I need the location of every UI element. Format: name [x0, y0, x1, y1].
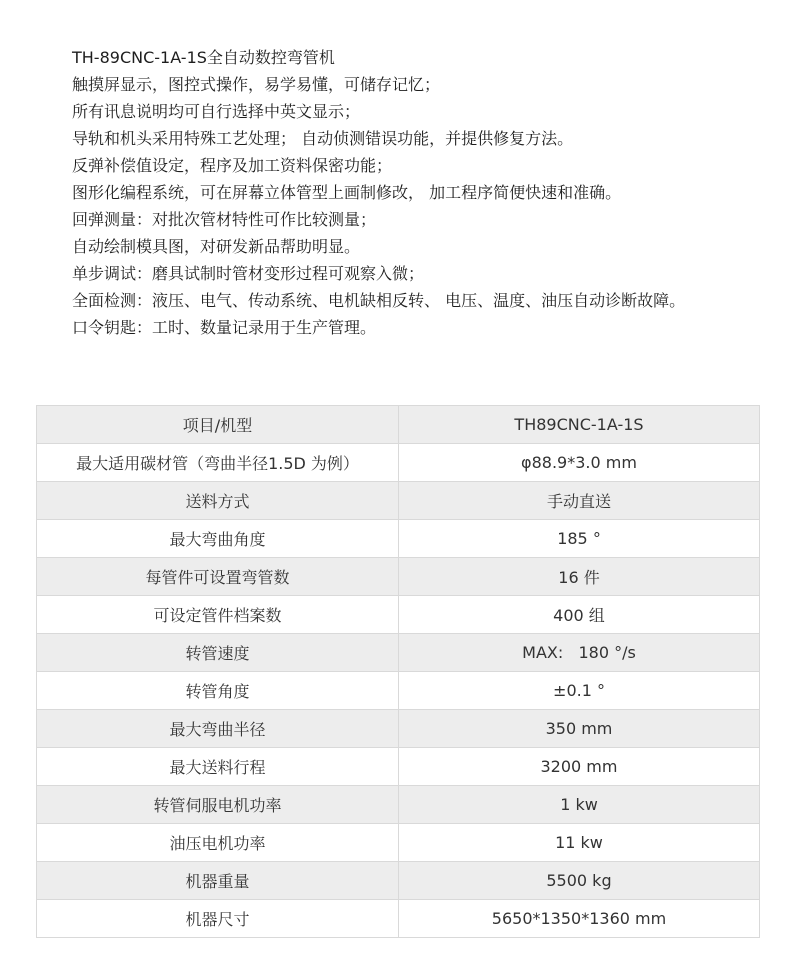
feature-line: 全面检测：液压、电气、传动系统、电机缺相反转、 电压、温度、油压自动诊断故障。 [72, 291, 686, 310]
spec-label: 最大送料行程 [37, 748, 399, 786]
spec-label: 转管角度 [37, 672, 399, 710]
feature-line: 反弹补偿值设定，程序及加工资料保密功能； [72, 156, 393, 175]
spec-value: 16 件 [399, 558, 760, 596]
feature-line: 导轨和机头采用特殊工艺处理； 自动侦测错误功能，并提供修复方法。 [72, 129, 574, 148]
spec-label: 最大弯曲半径 [37, 710, 399, 748]
spec-label: 转管伺服电机功率 [37, 786, 399, 824]
spec-label: 机器尺寸 [37, 900, 399, 938]
spec-value: 5500 kg [399, 862, 760, 900]
feature-line: 触摸屏显示，图控式操作，易学易懂，可储存记忆； [72, 75, 441, 94]
spec-value: φ88.9*3.0 mm [399, 444, 760, 482]
table-row [37, 482, 760, 520]
feature-line: 自动绘制模具图，对研发新品帮助明显。 [72, 237, 361, 256]
spec-value: ±0.1 ° [399, 672, 760, 710]
spec-label: 最大弯曲角度 [37, 520, 399, 558]
spec-label: 机器重量 [37, 862, 399, 900]
spec-value: 400 组 [399, 596, 760, 634]
header-cell-model: TH89CNC-1A-1S [399, 406, 760, 444]
table-row [37, 520, 760, 558]
spec-label: 转管速度 [37, 634, 399, 672]
table-row [37, 558, 760, 596]
feature-line: 回弹测量：对批次管材特性可作比较测量； [72, 210, 377, 229]
table-row [37, 862, 760, 900]
spec-value: 11 kw [399, 824, 760, 862]
spec-value: 手动直送 [399, 482, 760, 520]
feature-line: 图形化编程系统，可在屏幕立体管型上画制修改， 加工程序简便快速和准确。 [72, 183, 622, 202]
spec-label: 每管件可设置弯管数 [37, 558, 399, 596]
spec-label: 油压电机功率 [37, 824, 399, 862]
spec-value: 5650*1350*1360 mm [399, 900, 760, 938]
spec-label: 可设定管件档案数 [37, 596, 399, 634]
spec-label: 最大适用碳材管（弯曲半径1.5D 为例） [37, 444, 399, 482]
feature-line: 所有讯息说明均可自行选择中英文显示； [72, 102, 361, 121]
table-row [37, 786, 760, 824]
product-description [72, 44, 742, 341]
product-title: TH-89CNC-1A-1S全自动数控弯管机 [72, 48, 335, 67]
spec-value: MAX: 180 °/s [399, 634, 760, 672]
table-row [37, 634, 760, 672]
spec-value: 3200 mm [399, 748, 760, 786]
spec-value: 185 ° [399, 520, 760, 558]
table-header-row [37, 406, 760, 444]
table-row [37, 710, 760, 748]
spec-label: 送料方式 [37, 482, 399, 520]
feature-line: 口令钥匙：工时、数量记录用于生产管理。 [72, 318, 377, 337]
spec-value: 350 mm [399, 710, 760, 748]
table-row [37, 824, 760, 862]
spec-value: 1 kw [399, 786, 760, 824]
table-row [37, 748, 760, 786]
table-row [37, 900, 760, 938]
table-row [37, 444, 760, 482]
spec-table [36, 405, 760, 938]
table-row [37, 672, 760, 710]
table-row [37, 596, 760, 634]
feature-line: 单步调试：磨具试制时管材变形过程可观察入微； [72, 264, 425, 283]
header-cell-item: 项目/机型 [37, 406, 399, 444]
